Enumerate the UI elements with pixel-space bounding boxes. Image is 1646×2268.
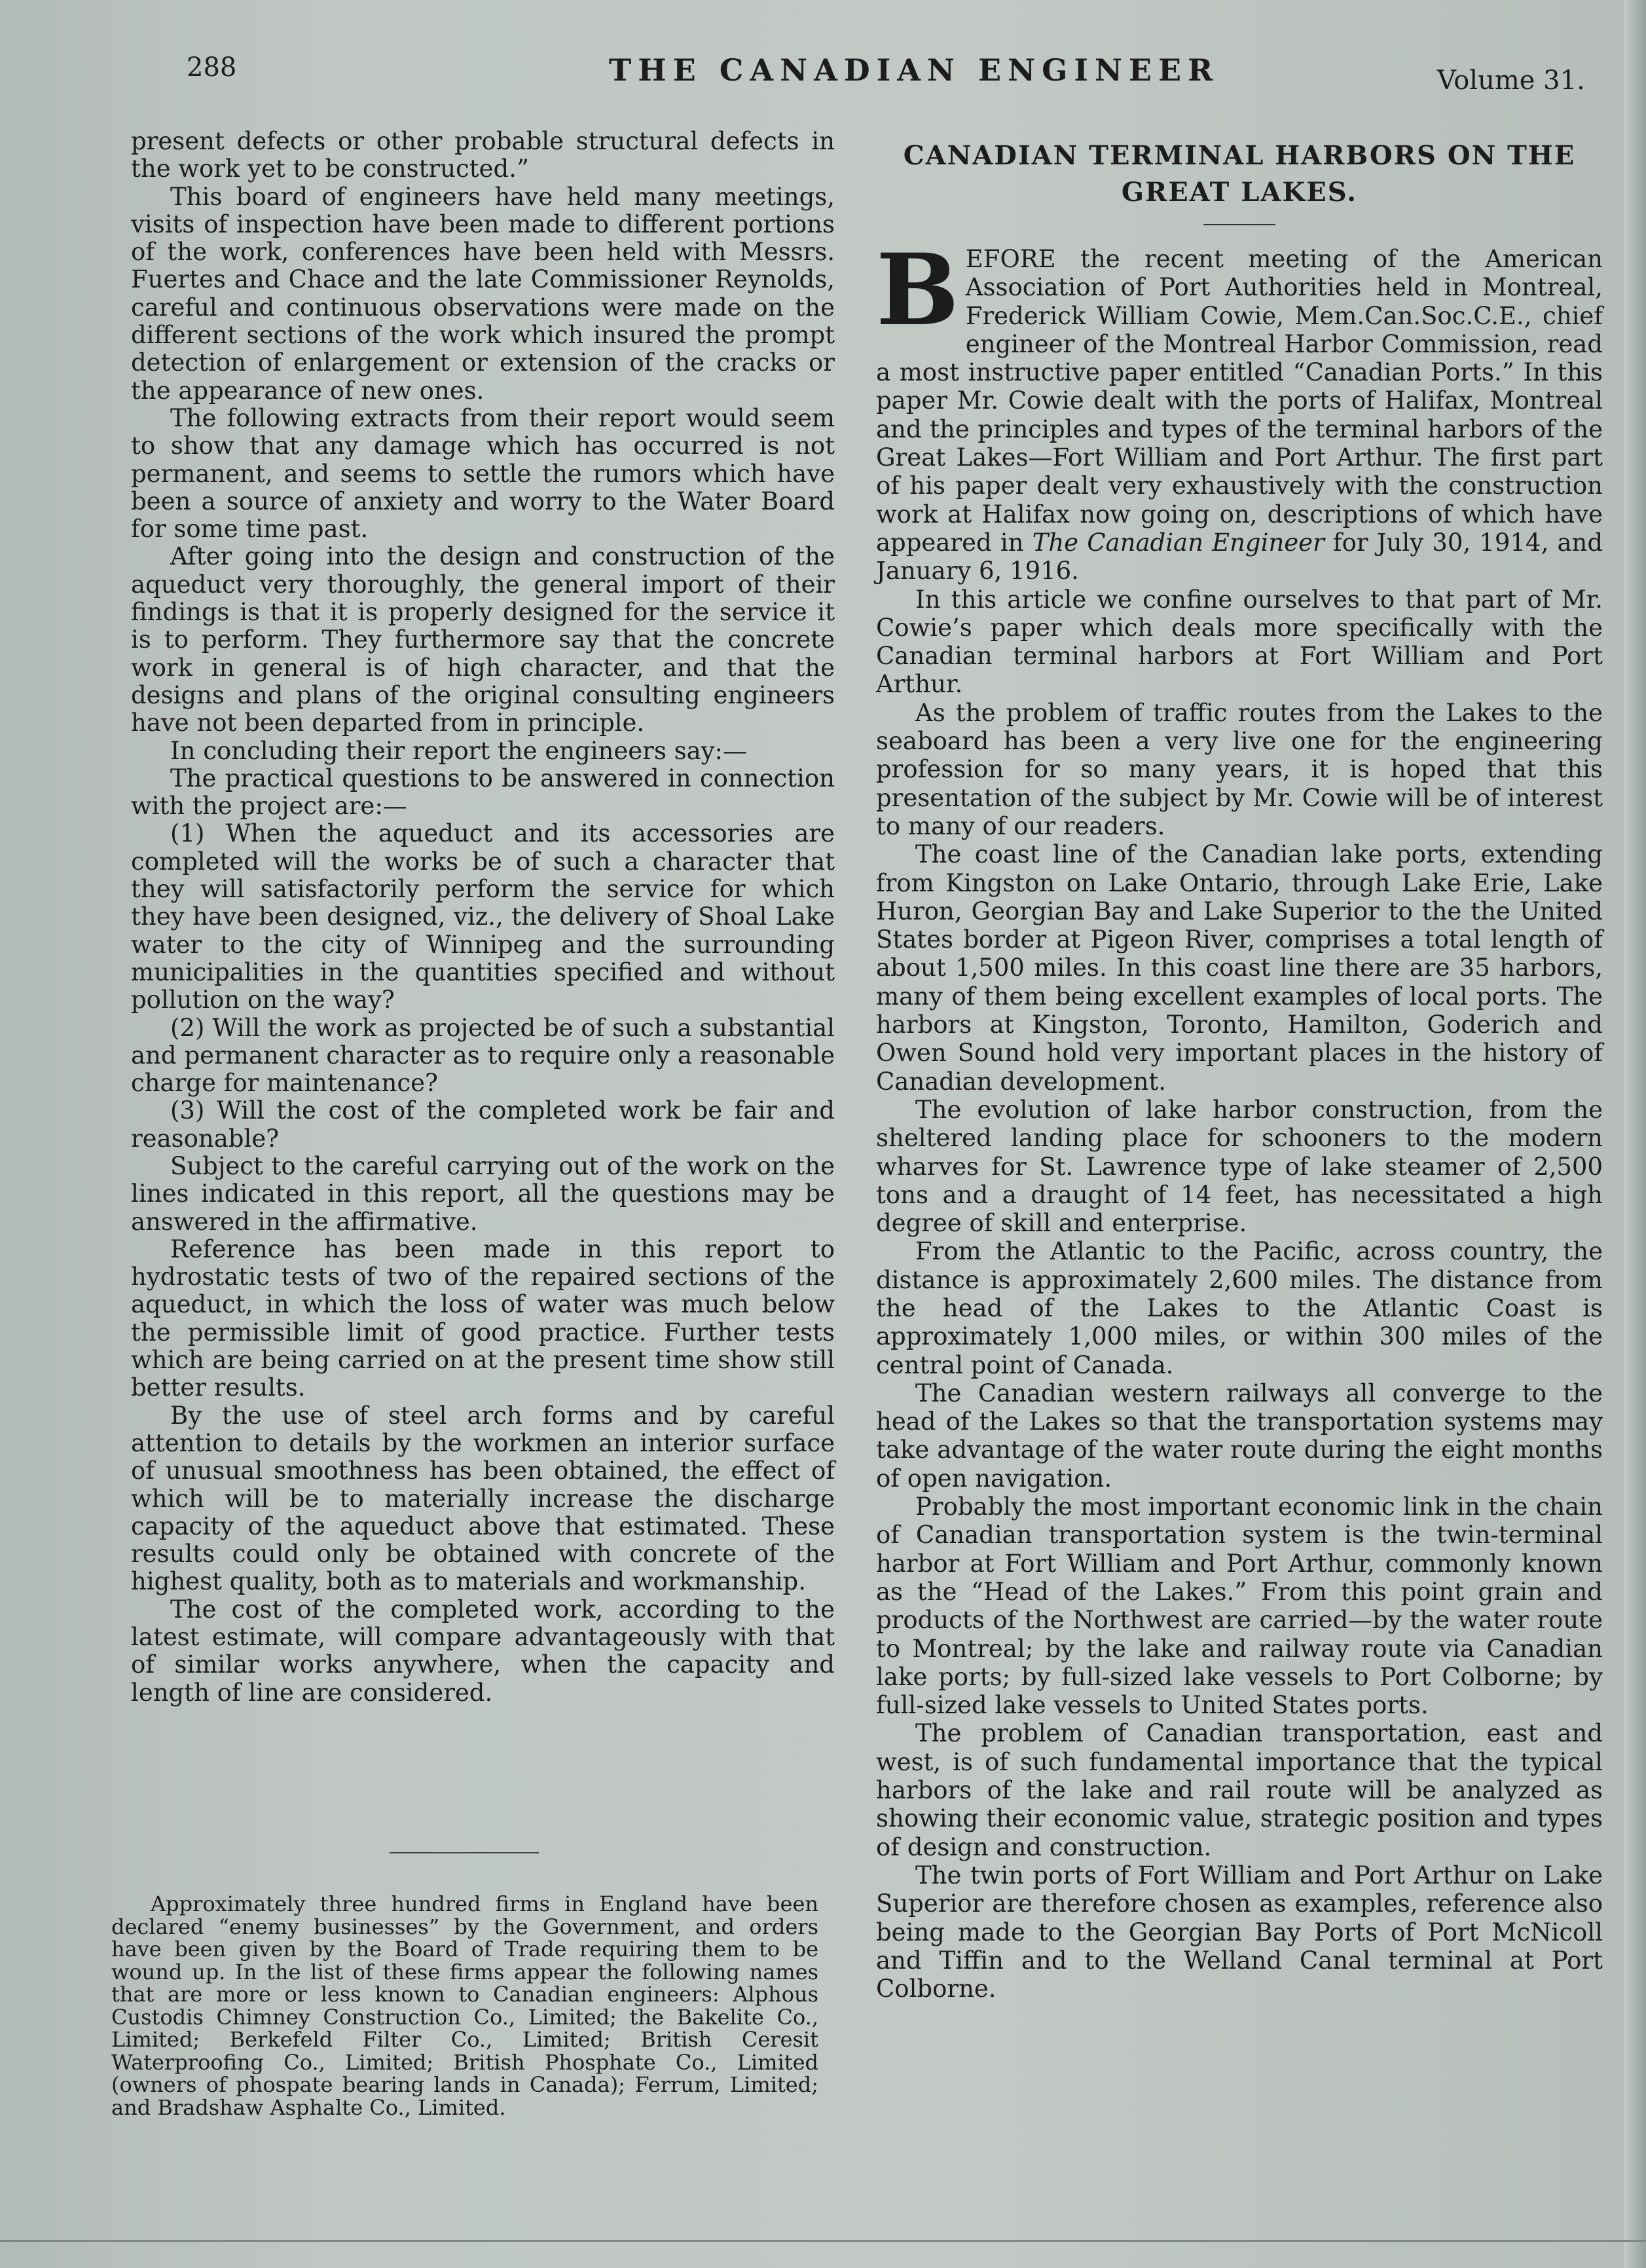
- page-edge: [1624, 0, 1646, 2268]
- paragraph: In concluding their report the engineers say:—: [170, 736, 748, 765]
- note-text: Approximately three hundred firms in England have been declared “enemy businesses” by the Government, and orders have been given by the Board of Trade requiring them to be wound up. In the list of these firms appear the following names that are more or less known to Canadian engineers: Alphous Custodis Chimney Construction Co., Limited; the Bakelite Co., Limited; Berkefeld Filter Co., Limited; British Ceresit Waterproofing Co., Limited; British Phosphate Co., Limited (owners of phospate bearing lands in Canada); Ferrum, Limited; and Bradshaw Asphalte Co., Limited.: [111, 1891, 818, 2120]
- paragraph: The twin ports of Fort William and Port Arthur on Lake Superior are therefore chosen as examples, reference also being made to the Georgian Bay Ports of Port McNicoll and Tiffin and to the Welland Canal terminal at Port Colborne.: [876, 1861, 1603, 2003]
- paragraph: The Canadian western railways all converge to the head of the Lakes so that the transportation systems may take advantage of the water route during the eight months of open navigation.: [876, 1379, 1603, 1493]
- paragraph: present defects or other probable structural defects in the work yet to be constructed.”: [131, 127, 835, 183]
- volume-label: Volume 31.: [1437, 65, 1585, 96]
- paragraph: Probably the most important economic link in the chain of Canadian transportation system is the twin-terminal harbor at Fort William and Port Arthur, commonly known as the “Head of the Lakes.” From this point grain and products of the Northwest are carried—by the water route to Montreal; by the lake and railway route via Canadian lake ports; by full-sized lake vessels to Port Colborne; by full-sized lake vessels to United States ports.: [876, 1493, 1603, 1720]
- paragraph: The practical questions to be answered in connection with the project are:—: [131, 764, 835, 821]
- section-divider: [390, 1852, 539, 1853]
- paragraph: This board of engineers have held many meetings, visits of inspection have been made to different portions of the work, conferences have been held with Messrs. Fuertes and Chace and the late Commissioner Reynolds, careful and continuous observations were made on the different sections of the work which insured the prompt detection of enlargement or extension of the cracks or the appearance of new ones.: [131, 182, 835, 405]
- paragraph: The problem of Canadian transportation, east and west, is of such fundamental importance that the typical harbors of the lake and rail route will be analyzed as showing their economic value, strategic position and types of design and construction.: [876, 1719, 1603, 1861]
- enemy-businesses-note: [111, 1893, 818, 2119]
- drop-cap: B: [876, 232, 959, 348]
- paragraph: (2) Will the work as projected be of such a substantial and permanent character as to require only a reasonable charge for maintenance?: [131, 1013, 835, 1098]
- lead-paragraph: [876, 232, 1603, 586]
- publication-name: The Canadian Engineer: [1032, 528, 1325, 557]
- page-number: 288: [187, 52, 237, 83]
- right-column: [876, 138, 1603, 2003]
- paragraph: By the use of steel arch forms and by careful attention to details by the workmen an interior surface of unusual smoothness has been obtained, the effect of which will be to materially increase the discharge capacity of the aqueduct above that estimated. These results could only be obtained with concrete of the highest quality, both as to materials and workmanship.: [131, 1401, 835, 1596]
- lead-tail: for July 30, 1914, and January 6, 1916.: [876, 528, 1603, 586]
- paragraph: After going into the design and construction of the aqueduct very thoroughly, the general import of their findings is that it is properly designed for the service it is to perform. They furthermore say that the concrete work in general is of high character, and that the designs and plans of the original consulting engineers have not been departed from in principle.: [131, 542, 835, 737]
- paragraph: As the problem of traffic routes from the Lakes to the seaboard has been a very live one for the engineering profession for so many years, it is hoped that this presentation of the subject by Mr. Cowie will be of interest to many of our readers.: [876, 698, 1603, 840]
- paragraph: The following extracts from their report would seem to show that any damage which has occurred is not permanent, and seems to settle the rumors which have been a source of anxiety and worry to the Water Board for some time past.: [131, 403, 835, 544]
- journal-title: THE CANADIAN ENGINEER: [609, 52, 1220, 88]
- paragraph: From the Atlantic to the Pacific, across country, the distance is approximately 2,600 miles. The distance from the head of the Lakes to the Atlantic Coast is approximately 1,000 miles, or within 300 miles of the central point of Canada.: [876, 1237, 1603, 1379]
- paragraph: The cost of the completed work, according to the latest estimate, will compare advantageously with that of similar works anywhere, when the capacity and length of line are considered.: [131, 1595, 835, 1707]
- left-column: [131, 128, 835, 1707]
- paragraph: The coast line of the Canadian lake ports, extending from Kingston on Lake Ontario, through Lake Erie, Lake Huron, Georgian Bay and Lake Superior to the the United States border at Pigeon River, comprises a total length of about 1,500 miles. In this coast line there are 35 harbors, many of them being excellent examples of local ports. The harbors at Kingston, Toronto, Hamilton, Goderich and Owen Sound hold very important places in the history of Canadian development.: [876, 840, 1603, 1096]
- paragraph: Subject to the careful carrying out of the work on the lines indicated in this report, all the questions may be answered in the affirmative.: [131, 1151, 835, 1236]
- paragraph: The evolution of lake harbor construction, from the sheltered landing place for schooners to the modern wharves for St. Lawrence type of lake steamer of 2,500 tons and a draught of 14 feet, has necessitated a high degree of skill and enterprise.: [876, 1095, 1603, 1238]
- paragraph: In this article we confine ourselves to that part of Mr. Cowie’s paper which deals more specifically with the Canadian terminal harbors at Fort William and Port Arthur.: [876, 585, 1603, 699]
- title-divider: [1203, 224, 1275, 225]
- paragraph: Reference has been made in this report to hydrostatic tests of two of the repaired sections of the aqueduct, in which the loss of water was much below the permissible limit of good practice. Further tests which are being carried on at the present time show still better results.: [131, 1235, 835, 1402]
- article-title: CANADIAN TERMINAL HARBORS ON THE GREAT LAKES.: [903, 140, 1576, 208]
- lead-text: EFORE the recent meeting of the American Association of Port Authorities held in Montreal, Frederick William Cowie, Mem.Can.Soc.C.E., chief engineer of the Montreal Harbor Commission, read a most instructive paper entitled “Canadian Ports.” In this paper Mr. Cowie dealt with the ports of Halifax, Montreal and the principles and types of the terminal harbors of the Great Lakes—Fort William and Port Arthur. The first part of his paper dealt very exhaustively with the construction work at Halifax now going on, descriptions of which have appeared in: [876, 245, 1603, 557]
- paragraph: (3) Will the cost of the completed work be fair and reasonable?: [131, 1096, 835, 1153]
- page-bottom-rule: [0, 2240, 1646, 2242]
- page-header: [0, 46, 1646, 111]
- paragraph: (1) When the aqueduct and its accessories are completed will the works be of such a character that they will satisfactorily perform the service for which they have been designed, viz., the delivery of Shoal Lake water to the city of Winnipeg and the surrounding municipalities in the quantities specified and without pollution on the way?: [131, 819, 835, 1014]
